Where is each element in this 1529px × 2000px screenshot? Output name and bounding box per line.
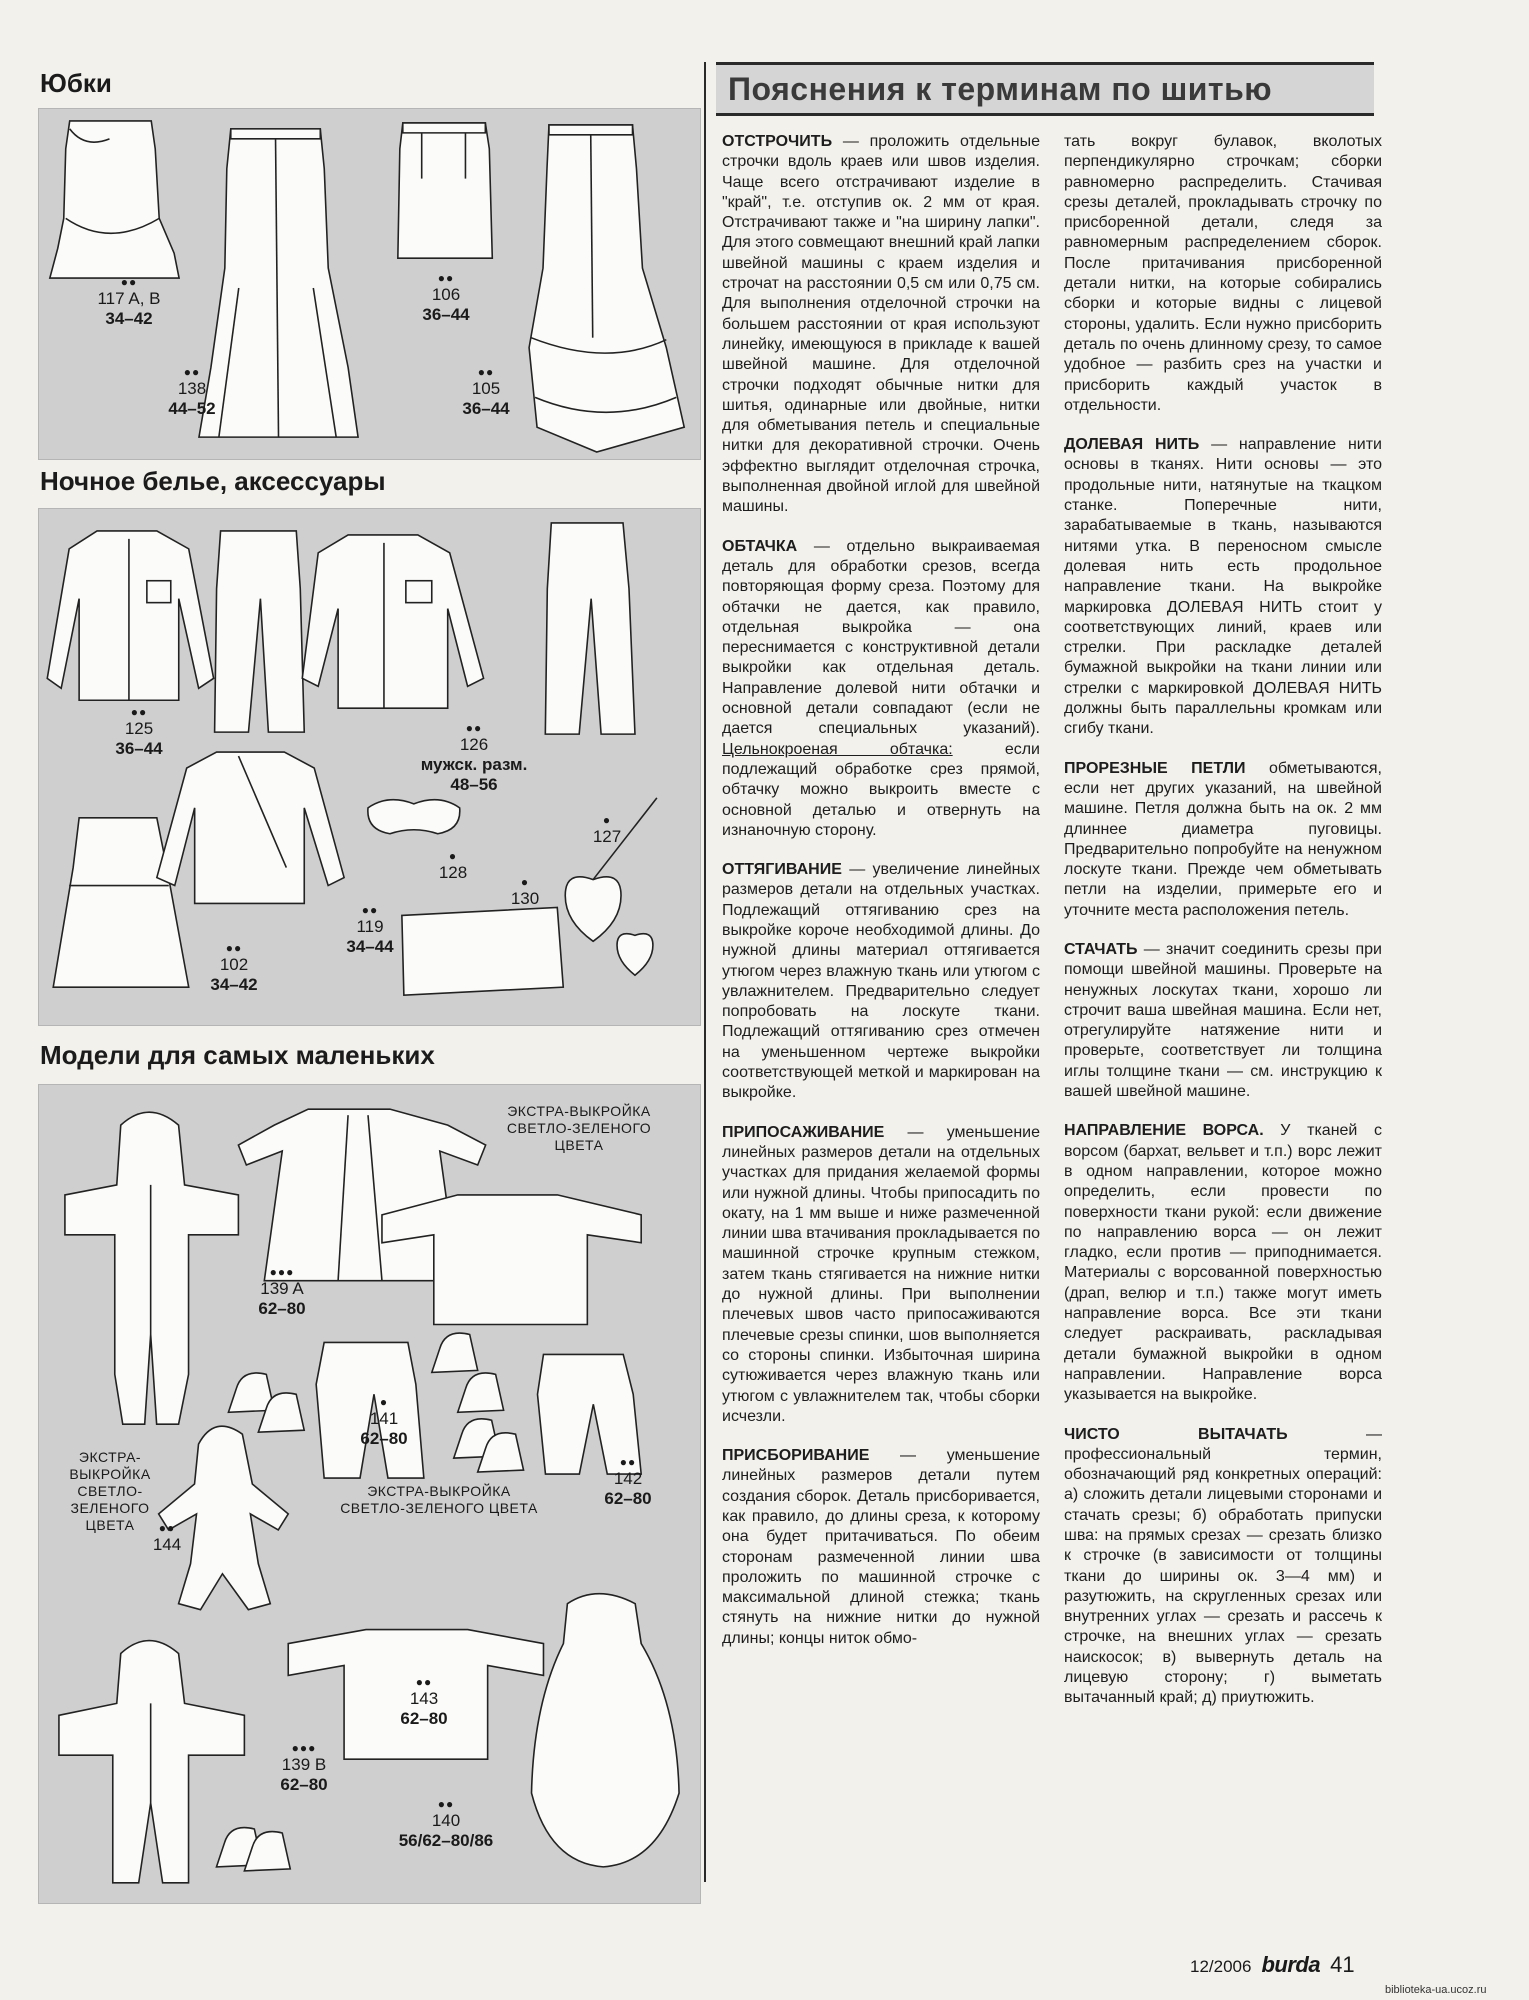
glossary-entry (1064, 759, 1382, 921)
difficulty-dots: ●● (477, 365, 495, 379)
extra-pattern-note-2: ЭКСТРА- ВЫКРОЙКА СВЕТЛО- ЗЕЛЕНОГО ЦВЕТА (69, 1449, 151, 1533)
model-number: 105 (471, 379, 501, 398)
model-number: 126 (459, 735, 489, 754)
glossary-definition: — увеличение линейных размеров детали на отдельных участках. Подлежащий оттягиванию срез на выкройке короче необходимой длины. До нужной длины материал оттягивается утюгом через влажную ткань или утюгом с увлажнителем. Предварительно следует попробовать на лоскуте ткани. Подлежащий оттягиванию срез отмечен на уменьшенном чертеже выкройки соответствующей меткой и маркирован на выкройке. (722, 861, 1040, 1102)
model-number: 144 (152, 1535, 182, 1554)
glossary-entry (1064, 1425, 1382, 1709)
section-title-skirts: Юбки (40, 68, 112, 98)
model-label-126 (399, 721, 549, 795)
section-title-nightwear: Ночное белье, аксессуары (40, 466, 386, 496)
model-size: 36–44 (422, 305, 470, 324)
difficulty-dots: ●●● (291, 1741, 317, 1755)
difficulty-dots: ●● (437, 271, 455, 285)
glossary-entry (1064, 1121, 1382, 1405)
model-number: 128 (438, 863, 468, 882)
model-size: 34–44 (346, 937, 394, 956)
difficulty-dots: ● (520, 875, 530, 889)
glossary-entry (722, 1123, 1040, 1427)
glossary-header (716, 62, 1374, 116)
model-label-144 (137, 1521, 197, 1555)
baby-panel (38, 1084, 701, 1904)
glossary-definition-cont: если подлежащий обработке срез прямой, обтачку можно выкроить вместе с основной деталью и отвернуть на изнаночную сторону. (722, 740, 1040, 839)
difficulty-dots: ●● (130, 705, 148, 719)
difficulty-dots: ●● (183, 365, 201, 379)
glossary-entry (1064, 940, 1382, 1102)
difficulty-dots: ●● (225, 941, 243, 955)
model-size: 34–42 (210, 975, 258, 994)
model-size: 62–80 (400, 1709, 448, 1728)
watermark: biblioteka-ua.ucoz.ru (1385, 1984, 1487, 1996)
extra-pattern-note-1: ЭКСТРА-ВЫКРОЙКА СВЕТЛО-ЗЕЛЕНОГО ЦВЕТА (506, 1103, 652, 1153)
brand-logo: burda (1261, 1952, 1321, 1977)
glossary-entry (722, 132, 1040, 518)
glossary-definition: — направление нити основы в тканях. Нити основы — это продольные нити, натянутые на ткацком станке. Поперечные нити, зарабатываемые в ткань, называются нитями утка. В переносном смысле долевая нить есть продольное направление ткани. На выкройке маркировка ДОЛЕВАЯ НИТЬ стоит у соответствующих линий, краев или стрелки. При раскладке деталей бумажной выкройки на ткани линии или стрелки с маркировкой ДОЛЕВАЯ НИТЬ должны быть параллельны кромкам или сгибу ткани. (1064, 436, 1382, 738)
model-label-141 (339, 1395, 429, 1449)
difficulty-dots: ● (602, 813, 612, 827)
model-size: 36–44 (115, 739, 163, 758)
glossary-definition: У тканей с ворсом (бархат, вельвет и т.п.) ворс лежит в одном направлении, которое можно определить, если провести по поверхности ткани рукой: если движение по направлению ворса — он лежит гладко, если против — приподнимается. Материалы с ворсованной поверхностью (драп, велюр и т.п.) также могут иметь направление ворса. Все эти ткани следует раскраивать, раскладывая детали бумажной выкройки в одном направлении. Направление ворса указывается на выкройке. (1064, 1122, 1382, 1404)
model-number: 139 B (281, 1755, 327, 1774)
model-label-117 (79, 275, 179, 329)
model-label-102 (189, 941, 279, 995)
model-size: мужск. разм. (420, 755, 528, 774)
model-label-139b (259, 1741, 349, 1795)
glossary-definition: — уменьшение линейных размеров детали путем создания сборок. Деталь присборивается, как правило, до длины среза, к которому она будет притачиваться. По обеим сторонам размеченной линии шва проложить по машинной строчке с максимальной длиной стежка; ткань стянуть на нижние нитки до нужной длины; концы ниток обмо- (722, 1447, 1040, 1647)
model-label-139a (237, 1265, 327, 1319)
model-number: 141 (369, 1409, 399, 1428)
difficulty-dots: ●● (158, 1521, 176, 1535)
glossary-entry (722, 537, 1040, 841)
model-number: 106 (431, 285, 461, 304)
difficulty-dots: ● (379, 1395, 389, 1409)
model-number: 127 (592, 827, 622, 846)
model-number: 117 A, B (97, 289, 161, 308)
skirts-panel (38, 108, 701, 460)
section-title-baby: Модели для самых маленьких (40, 1040, 435, 1070)
glossary-subterm: Цельнокроеная обтачка: (722, 740, 953, 758)
glossary-definition: — профессиональный термин, обозначающий ряд конкретных операций: а) сложить детали лицевыми сторонами и стачать срезы; б) обработать припуски шва: на прямых срезах — срезать близко к строчке (в зависимости от толщины ткани до ширины ок. 3—4 мм) и разутюжить, на скругленных срезах или внутренних углах — срезать и рассечь к строчке, на внешних углах — срезать наискосок; в) вывернуть деталь на лицевую сторону; г) выметать вытачанный край; д) приутюжить. (1064, 1425, 1382, 1707)
model-label-125 (89, 705, 189, 759)
model-number: 125 (124, 719, 154, 738)
model-size: 56/62–80/86 (398, 1831, 494, 1850)
glossary-definition: — отдельно выкраиваемая деталь для обработки срезов, всегда повторяющая форму среза. Поэтому для обтачки не дается, как правило, отдельная выкройка — она переснимается с конструктивной детали выкройки как отдельная деталь. Направление долевой нити обтачки и основной детали совпадают (если не дается специальных указаний). (722, 537, 1040, 738)
model-label-138 (147, 365, 237, 419)
model-number: 119 (356, 917, 384, 936)
glossary-definition: — проложить отдельные строчки вдоль краев или швов изделия. Чаще всего отстрачивают изделие в "край", т.е. отступив ок. 2 мм от края. Отстрачивают также и "на ширину лапки". Для этого совмещают внешний край лапки швейной машины с краем изделия и строчат на расстоянии 0,5 см или 0,75 см. Для выполнения отделочной строчки на большем расстоянии от края используют линейку, имеющуюся в прикладе к вашей швейной машине. Для отделочной строчки подходят обычные нитки для шитья, одинарные или двойные, нитки для обметывания петель и специальные нитки для декоративной строчки. Очень эффектно выглядит отделочная строчка, выполненная двойной иглой для швейной машины. (722, 133, 1040, 516)
model-label-130 (495, 875, 555, 909)
glossary-entry (1064, 435, 1382, 739)
glossary-term: ПРИПОСАЖИВАНИЕ (722, 1123, 885, 1141)
model-size: 62–80 (360, 1429, 408, 1448)
glossary-term: СТАЧАТЬ (1064, 940, 1138, 958)
glossary-definition: — значит соединить срезы при помощи швейной машины. Проверьте на ненужных лоскутах ткани, хорошо ли строчит ваша швейная машина. Если нет, отрегулируйте натяжение нити и проверьте, соответствует ли толщина иглы толщине ткани — см. инструкцию к вашей швейной машине. (1064, 940, 1382, 1101)
model-number: 139 A (260, 1279, 304, 1298)
model-number: 142 (613, 1469, 643, 1488)
difficulty-dots: ●● (361, 903, 379, 917)
difficulty-dots: ●● (415, 1675, 433, 1689)
model-label-127 (577, 813, 637, 847)
model-label-105 (441, 365, 531, 419)
model-label-140 (381, 1797, 511, 1851)
glossary-entry (722, 1446, 1040, 1649)
glossary-term: НАПРАВЛЕНИЕ ВОРСА. (1064, 1122, 1264, 1140)
glossary-term: ПРИСБОРИВАНИЕ (722, 1447, 870, 1465)
glossary-term: ПРОРЕЗНЫЕ ПЕТЛИ (1064, 759, 1246, 777)
model-label-142 (583, 1455, 673, 1509)
glossary-term: ЧИСТО ВЫТАЧАТЬ (1064, 1425, 1288, 1443)
column-divider (704, 62, 706, 1882)
difficulty-dots: ●● (619, 1455, 637, 1469)
model-size: 62–80 (280, 1775, 328, 1794)
glossary-definition: — уменьшение линейных размеров детали на отдельных участках для придания желаемой формы или нужной длины. Чтобы припосадить по окату, на 1 мм выше и ниже размеченной линии шва втачивания прокладывается по машинной строчке крупным стежком, затем ткань стягивается на нижние нитки до нужной длины. При выполнении плечевых швов часто припосаживаются плечевые срезы спинки, шов выполняется со стороны спинки. Избыточная ширина сутюживается через влажную ткань или утюгом с увлажнителем так, чтобы сборки исчезли. (722, 1123, 1040, 1425)
glossary-title: Пояснения к терминам по шитью (728, 70, 1273, 107)
model-number: 143 (409, 1689, 439, 1708)
model-size: 34–42 (105, 309, 153, 328)
glossary-term: ОТТЯГИВАНИЕ (722, 861, 842, 879)
model-label-128 (423, 849, 483, 883)
model-number: 130 (510, 889, 540, 908)
model-size-2: 48–56 (450, 775, 498, 794)
model-size: 62–80 (258, 1299, 306, 1318)
glossary-term: ДОЛЕВАЯ НИТЬ (1064, 436, 1200, 454)
model-label-106 (401, 271, 491, 325)
difficulty-dots: ●● (465, 721, 483, 735)
glossary-continuation: тать вокруг булавок, вколотых перпендикулярно строчкам; сборки равномерно распределить. Стачивая срезы деталей, прокладывать строчку по присборенной детали, следя за равномерным распределением сборок. После притачивания присборенной детали нитки, на которые собирались сборки и которые видны с лицевой стороны, удалить. Если нужно присборить деталь по очень длинному срезу, то самое удобное — разбить срез на участки и присборить каждый участок в отдельности. (1064, 133, 1382, 414)
glossary-term: ОБТАЧКА (722, 537, 798, 555)
glossary-term: ОТСТРОЧИТЬ (722, 133, 833, 150)
glossary-definition: обметываются, если нет других указаний, на швейной машине. Петля должна быть на ок. 2 мм длиннее диаметра пуговицы. Предварительно попробуйте на ненужном лоскуте ткани. Прежде чем обметывать петли на изделии, примерьте его и уточните места расположения петель. (1064, 759, 1382, 919)
page-number: 41 (1330, 1952, 1355, 1977)
model-number: 102 (219, 955, 249, 974)
model-size: 62–80 (604, 1489, 652, 1508)
issue-date: 12/2006 (1190, 1957, 1252, 1976)
model-size: 36–44 (462, 399, 510, 418)
glossary-column-1 (722, 132, 1040, 1668)
model-number: 138 (177, 379, 207, 398)
model-label-143 (379, 1675, 469, 1729)
difficulty-dots: ●● (437, 1797, 455, 1811)
nightwear-panel (38, 508, 701, 1026)
glossary-entry (722, 860, 1040, 1104)
model-size: 44–52 (168, 399, 216, 418)
model-label-119 (325, 903, 415, 957)
model-number: 140 (431, 1811, 461, 1830)
difficulty-dots: ● (448, 849, 458, 863)
page-footer (1190, 1952, 1355, 1978)
difficulty-dots: ●●● (269, 1265, 295, 1279)
difficulty-dots: ●● (120, 275, 138, 289)
extra-pattern-note-3: ЭКСТРА-ВЫКРОЙКА СВЕТЛО-ЗЕЛЕНОГО ЦВЕТА (340, 1483, 538, 1516)
glossary-column-2 (1064, 132, 1382, 1728)
